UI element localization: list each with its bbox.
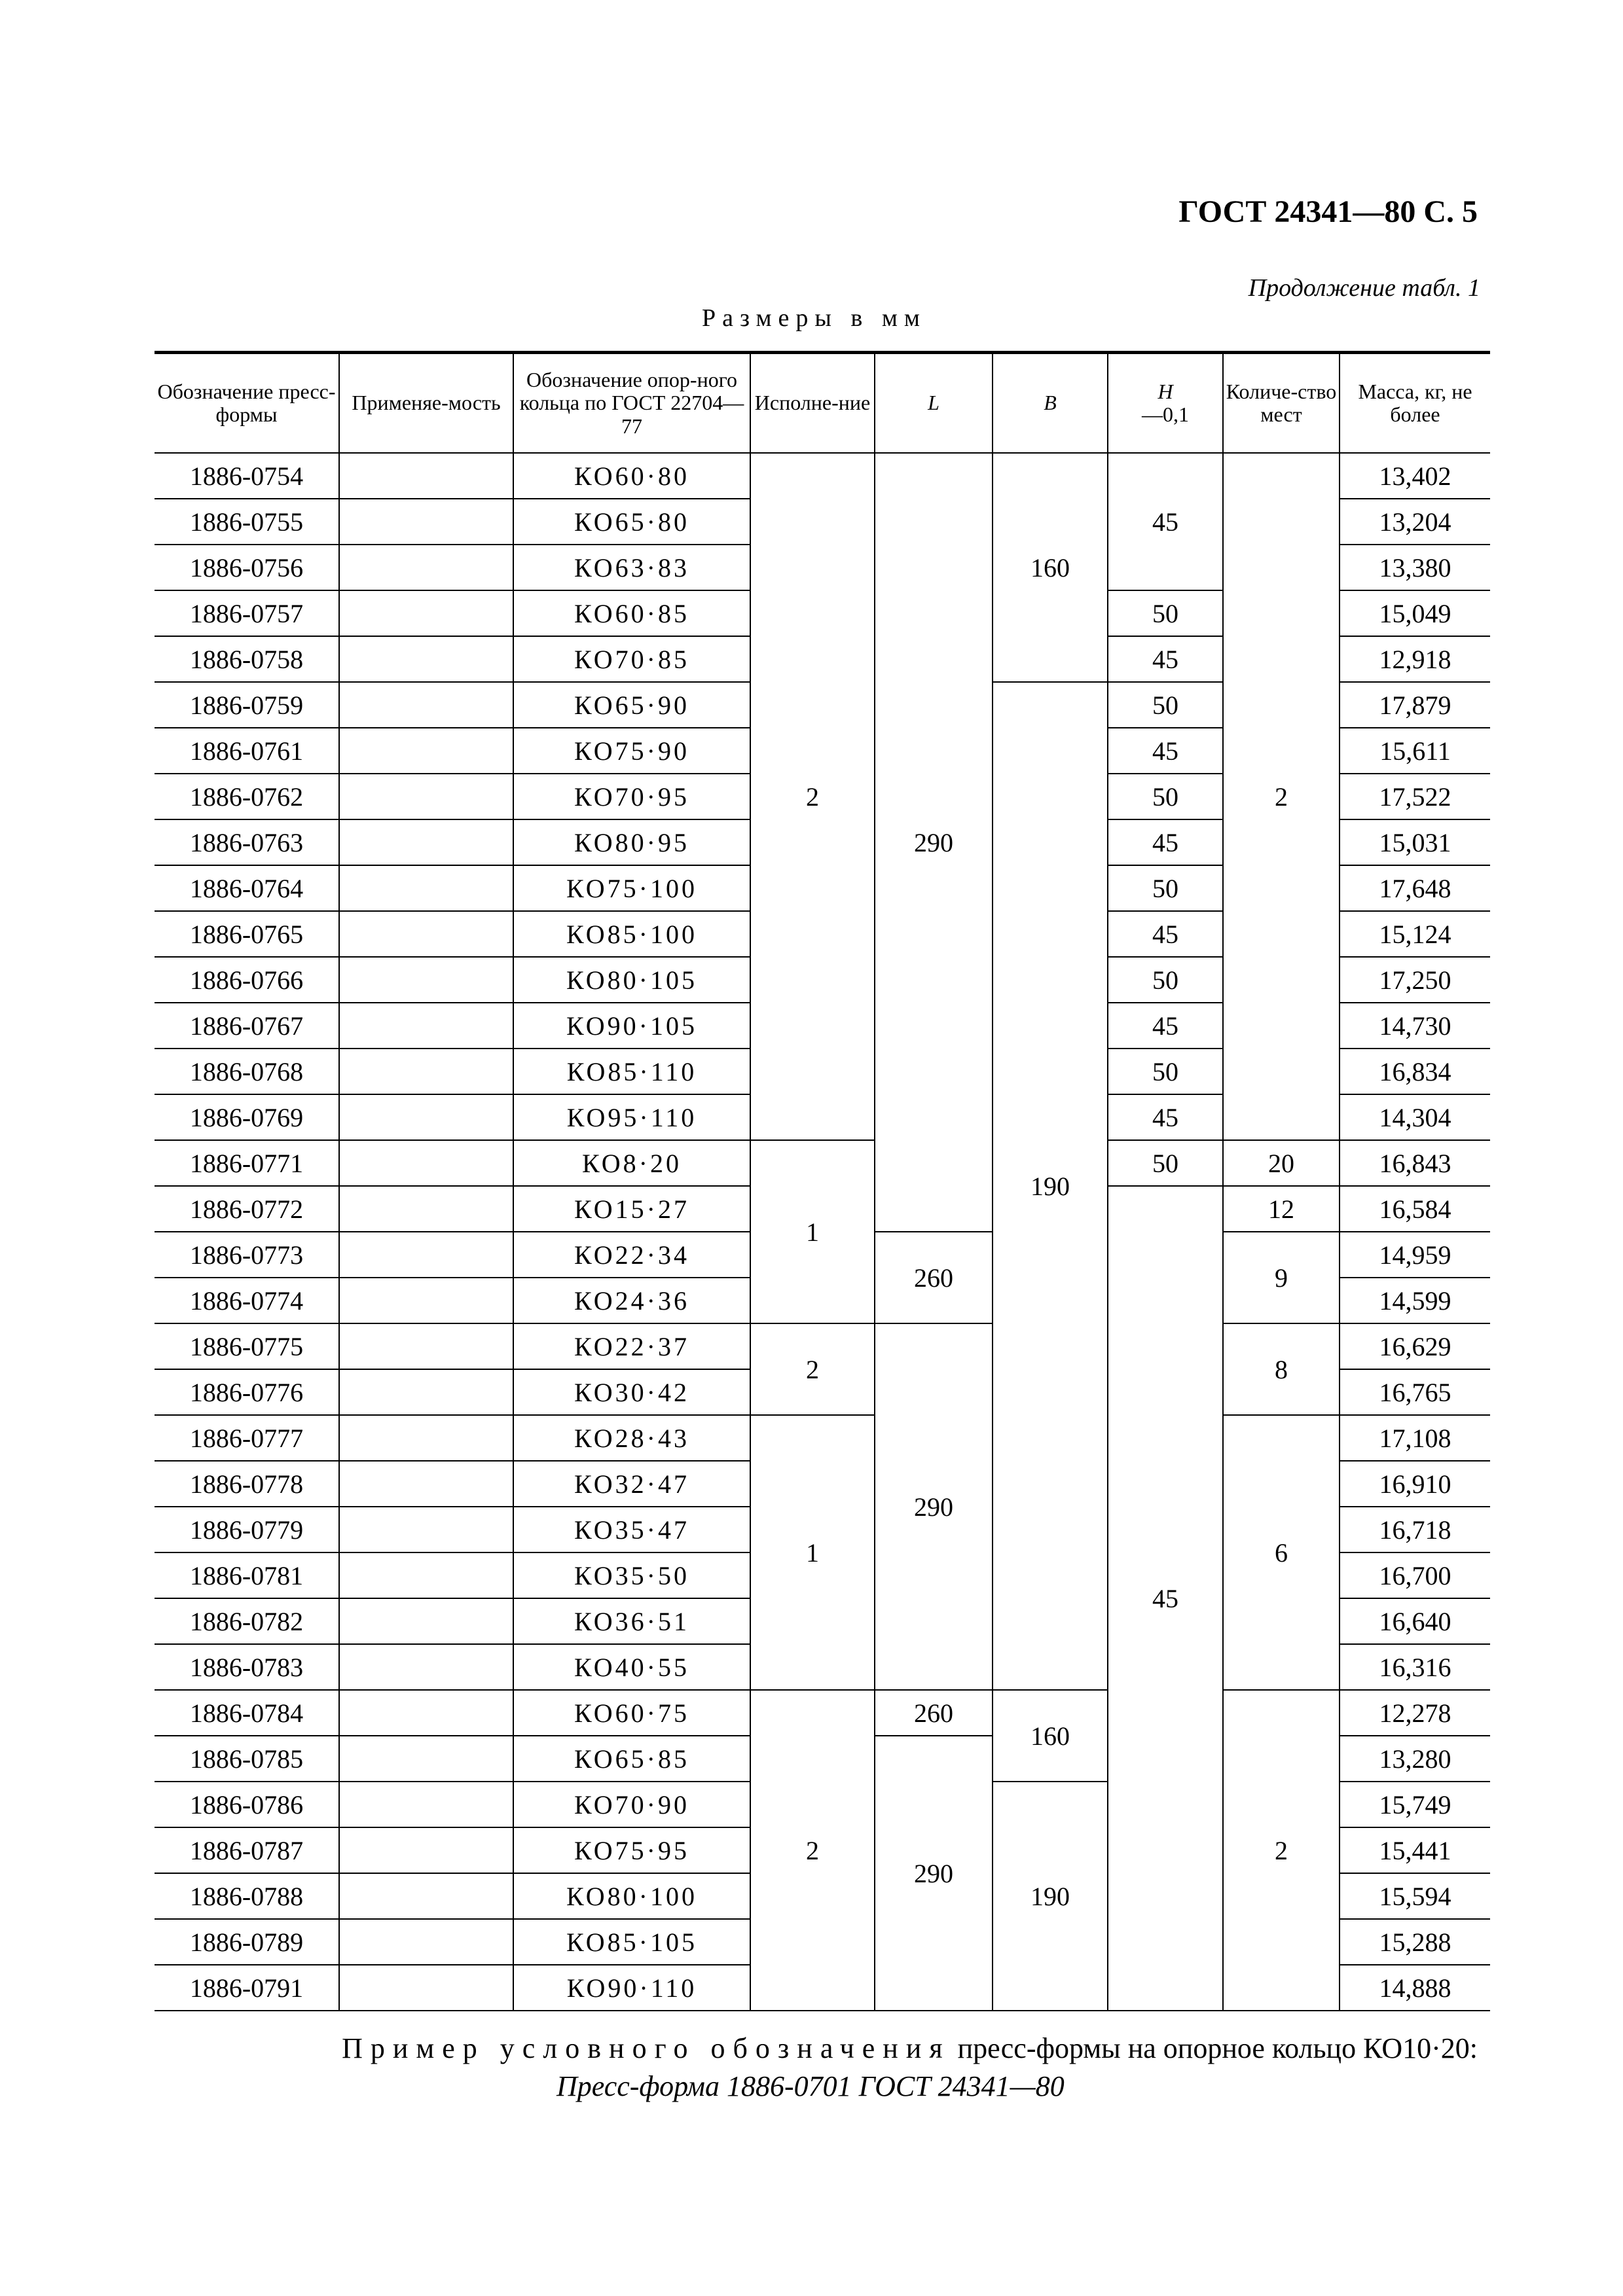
cell-applicability bbox=[339, 1278, 513, 1323]
cell-H: 50 bbox=[1108, 682, 1223, 728]
cell-applicability bbox=[339, 1461, 513, 1507]
cell-applicability bbox=[339, 453, 513, 499]
cell-mass: 17,648 bbox=[1340, 865, 1490, 911]
cell-applicability bbox=[339, 865, 513, 911]
cell-ring: КО75·95 bbox=[513, 1827, 750, 1873]
cell-mass: 15,594 bbox=[1340, 1873, 1490, 1919]
cell-ring: КО80·105 bbox=[513, 957, 750, 1003]
cell-applicability bbox=[339, 1690, 513, 1736]
cell-applicability bbox=[339, 1049, 513, 1094]
cell-mass: 14,730 bbox=[1340, 1003, 1490, 1049]
cell-applicability bbox=[339, 819, 513, 865]
cell-applicability bbox=[339, 911, 513, 957]
cell-applicability bbox=[339, 774, 513, 819]
cell-L: 260 bbox=[875, 1690, 993, 1736]
cell-designation: 1886-0767 bbox=[155, 1003, 339, 1049]
cell-mass: 15,049 bbox=[1340, 590, 1490, 636]
cell-mass: 14,599 bbox=[1340, 1278, 1490, 1323]
cell-mass: 16,718 bbox=[1340, 1507, 1490, 1552]
cell-ring: КО60·80 bbox=[513, 453, 750, 499]
cell-designation: 1886-0769 bbox=[155, 1094, 339, 1140]
cell-applicability bbox=[339, 1094, 513, 1140]
cell-places: 9 bbox=[1223, 1232, 1340, 1323]
cell-designation: 1886-0787 bbox=[155, 1827, 339, 1873]
cell-ring: КО85·110 bbox=[513, 1049, 750, 1094]
cell-L: 260 bbox=[875, 1232, 993, 1323]
cell-ring: КО30·42 bbox=[513, 1369, 750, 1415]
cell-mass: 15,441 bbox=[1340, 1827, 1490, 1873]
cell-ring: КО85·105 bbox=[513, 1919, 750, 1965]
cell-designation: 1886-0759 bbox=[155, 682, 339, 728]
cell-applicability bbox=[339, 1552, 513, 1598]
cell-applicability bbox=[339, 1919, 513, 1965]
cell-ring: КО15·27 bbox=[513, 1186, 750, 1232]
cell-applicability bbox=[339, 1232, 513, 1278]
cell-ring: КО65·80 bbox=[513, 499, 750, 545]
cell-designation: 1886-0775 bbox=[155, 1323, 339, 1369]
cell-applicability bbox=[339, 728, 513, 774]
col-header-ring: Обозначение опор-ного кольца по ГОСТ 22704—77 bbox=[513, 353, 750, 454]
cell-designation: 1886-0786 bbox=[155, 1782, 339, 1827]
cell-applicability bbox=[339, 1003, 513, 1049]
cell-ring: КО60·85 bbox=[513, 590, 750, 636]
cell-H: 45 bbox=[1108, 453, 1223, 590]
col-header-designation: Обозначение пресс-формы bbox=[155, 353, 339, 454]
cell-ring: КО60·75 bbox=[513, 1690, 750, 1736]
cell-H: 50 bbox=[1108, 1049, 1223, 1094]
cell-H: 50 bbox=[1108, 1140, 1223, 1186]
cell-designation: 1886-0766 bbox=[155, 957, 339, 1003]
cell-designation: 1886-0788 bbox=[155, 1873, 339, 1919]
cell-places: 2 bbox=[1223, 1690, 1340, 2011]
col-header-applicability: Применяе-мость bbox=[339, 353, 513, 454]
dimensions-note: Размеры в мм bbox=[702, 304, 926, 332]
cell-applicability bbox=[339, 1186, 513, 1232]
cell-ring: КО32·47 bbox=[513, 1461, 750, 1507]
cell-applicability bbox=[339, 545, 513, 590]
cell-version: 1 bbox=[750, 1415, 875, 1690]
cell-ring: КО85·100 bbox=[513, 911, 750, 957]
cell-mass: 16,316 bbox=[1340, 1644, 1490, 1690]
cell-ring: КО65·90 bbox=[513, 682, 750, 728]
cell-ring: КО22·34 bbox=[513, 1232, 750, 1278]
press-mold-table bbox=[155, 351, 1490, 2011]
col-header-H-tolerance: —0,1 bbox=[1142, 403, 1189, 426]
cell-H: 50 bbox=[1108, 774, 1223, 819]
cell-mass: 15,124 bbox=[1340, 911, 1490, 957]
cell-designation: 1886-0785 bbox=[155, 1736, 339, 1782]
cell-applicability bbox=[339, 636, 513, 682]
cell-ring: КО8·20 bbox=[513, 1140, 750, 1186]
cell-version: 2 bbox=[750, 1690, 875, 2011]
cell-ring: КО70·85 bbox=[513, 636, 750, 682]
cell-ring: КО35·47 bbox=[513, 1507, 750, 1552]
cell-designation: 1886-0761 bbox=[155, 728, 339, 774]
cell-mass: 16,700 bbox=[1340, 1552, 1490, 1598]
cell-ring: КО24·36 bbox=[513, 1278, 750, 1323]
cell-ring: КО70·95 bbox=[513, 774, 750, 819]
cell-mass: 16,640 bbox=[1340, 1598, 1490, 1644]
cell-B: 190 bbox=[993, 682, 1108, 1690]
example-line bbox=[342, 2032, 1478, 2065]
cell-applicability bbox=[339, 1369, 513, 1415]
cell-mass: 12,918 bbox=[1340, 636, 1490, 682]
cell-ring: КО90·110 bbox=[513, 1965, 750, 2011]
cell-places: 8 bbox=[1223, 1323, 1340, 1415]
document-reference: ГОСТ 24341—80 С. 5 bbox=[1178, 194, 1478, 229]
cell-places: 2 bbox=[1223, 453, 1340, 1140]
cell-ring: КО75·100 bbox=[513, 865, 750, 911]
cell-designation: 1886-0757 bbox=[155, 590, 339, 636]
col-header-version: Исполне-ние bbox=[750, 353, 875, 454]
cell-mass: 16,765 bbox=[1340, 1369, 1490, 1415]
cell-designation: 1886-0764 bbox=[155, 865, 339, 911]
cell-H: 50 bbox=[1108, 957, 1223, 1003]
cell-designation: 1886-0773 bbox=[155, 1232, 339, 1278]
cell-mass: 15,749 bbox=[1340, 1782, 1490, 1827]
cell-designation: 1886-0777 bbox=[155, 1415, 339, 1461]
table-row bbox=[155, 453, 1490, 499]
cell-mass: 16,834 bbox=[1340, 1049, 1490, 1094]
cell-H: 45 bbox=[1108, 1003, 1223, 1049]
cell-designation: 1886-0763 bbox=[155, 819, 339, 865]
cell-places: 20 bbox=[1223, 1140, 1340, 1186]
cell-mass: 14,304 bbox=[1340, 1094, 1490, 1140]
cell-mass: 17,250 bbox=[1340, 957, 1490, 1003]
cell-applicability bbox=[339, 1507, 513, 1552]
cell-H: 45 bbox=[1108, 636, 1223, 682]
cell-designation: 1886-0781 bbox=[155, 1552, 339, 1598]
cell-applicability bbox=[339, 1598, 513, 1644]
cell-ring: КО80·100 bbox=[513, 1873, 750, 1919]
cell-mass: 14,959 bbox=[1340, 1232, 1490, 1278]
cell-H: 50 bbox=[1108, 865, 1223, 911]
cell-H: 45 bbox=[1108, 728, 1223, 774]
table-row bbox=[155, 1140, 1490, 1186]
table-header-row bbox=[155, 353, 1490, 454]
cell-designation: 1886-0784 bbox=[155, 1690, 339, 1736]
cell-ring: КО63·83 bbox=[513, 545, 750, 590]
col-header-mass: Масса, кг, не более bbox=[1340, 353, 1490, 454]
example-designation: Пресс-форма 1886-0701 ГОСТ 24341—80 bbox=[556, 2070, 1065, 2102]
cell-designation: 1886-0782 bbox=[155, 1598, 339, 1644]
cell-ring: КО65·85 bbox=[513, 1736, 750, 1782]
cell-ring: КО70·90 bbox=[513, 1782, 750, 1827]
cell-applicability bbox=[339, 1644, 513, 1690]
cell-mass: 17,108 bbox=[1340, 1415, 1490, 1461]
cell-places: 12 bbox=[1223, 1186, 1340, 1232]
cell-places: 6 bbox=[1223, 1415, 1340, 1690]
cell-designation: 1886-0791 bbox=[155, 1965, 339, 2011]
cell-mass: 16,843 bbox=[1340, 1140, 1490, 1186]
cell-designation: 1886-0754 bbox=[155, 453, 339, 499]
cell-designation: 1886-0778 bbox=[155, 1461, 339, 1507]
col-header-H-letter: H bbox=[1158, 379, 1173, 403]
cell-ring: КО36·51 bbox=[513, 1598, 750, 1644]
cell-mass: 12,278 bbox=[1340, 1690, 1490, 1736]
cell-mass: 17,879 bbox=[1340, 682, 1490, 728]
cell-designation: 1886-0771 bbox=[155, 1140, 339, 1186]
cell-H: 45 bbox=[1108, 911, 1223, 957]
cell-ring: КО75·90 bbox=[513, 728, 750, 774]
cell-ring: КО35·50 bbox=[513, 1552, 750, 1598]
cell-mass: 16,629 bbox=[1340, 1323, 1490, 1369]
cell-H: 45 bbox=[1108, 1094, 1223, 1140]
table-continuation-label: Продолжение табл. 1 bbox=[1248, 274, 1480, 302]
cell-applicability bbox=[339, 1736, 513, 1782]
cell-designation: 1886-0755 bbox=[155, 499, 339, 545]
cell-designation: 1886-0776 bbox=[155, 1369, 339, 1415]
table-row bbox=[155, 1415, 1490, 1461]
cell-L: 290 bbox=[875, 453, 993, 1232]
cell-mass: 16,584 bbox=[1340, 1186, 1490, 1232]
cell-applicability bbox=[339, 590, 513, 636]
col-header-places: Количе-ство мест bbox=[1223, 353, 1340, 454]
cell-applicability bbox=[339, 1323, 513, 1369]
cell-ring: КО28·43 bbox=[513, 1415, 750, 1461]
cell-L: 290 bbox=[875, 1736, 993, 2011]
cell-designation: 1886-0779 bbox=[155, 1507, 339, 1552]
cell-ring: КО90·105 bbox=[513, 1003, 750, 1049]
cell-designation: 1886-0789 bbox=[155, 1919, 339, 1965]
cell-version: 2 bbox=[750, 1323, 875, 1415]
cell-mass: 14,888 bbox=[1340, 1965, 1490, 2011]
cell-version: 1 bbox=[750, 1140, 875, 1323]
cell-designation: 1886-0758 bbox=[155, 636, 339, 682]
cell-applicability bbox=[339, 682, 513, 728]
cell-mass: 16,910 bbox=[1340, 1461, 1490, 1507]
example-text: пресс-формы на опорное кольцо КО10·20: bbox=[950, 2032, 1478, 2064]
cell-applicability bbox=[339, 1782, 513, 1827]
cell-applicability bbox=[339, 957, 513, 1003]
table-row bbox=[155, 1690, 1490, 1736]
cell-designation: 1886-0774 bbox=[155, 1278, 339, 1323]
cell-applicability bbox=[339, 1827, 513, 1873]
cell-designation: 1886-0762 bbox=[155, 774, 339, 819]
cell-designation: 1886-0768 bbox=[155, 1049, 339, 1094]
cell-H: 45 bbox=[1108, 1186, 1223, 2011]
cell-applicability bbox=[339, 1873, 513, 1919]
col-header-B: B bbox=[993, 353, 1108, 454]
col-header-H bbox=[1108, 353, 1223, 454]
cell-L: 290 bbox=[875, 1323, 993, 1690]
table-body bbox=[155, 453, 1490, 2011]
cell-designation: 1886-0765 bbox=[155, 911, 339, 957]
cell-mass: 13,204 bbox=[1340, 499, 1490, 545]
cell-mass: 15,611 bbox=[1340, 728, 1490, 774]
cell-mass: 17,522 bbox=[1340, 774, 1490, 819]
cell-B: 160 bbox=[993, 453, 1108, 682]
cell-applicability bbox=[339, 1965, 513, 2011]
cell-ring: КО40·55 bbox=[513, 1644, 750, 1690]
cell-ring: КО80·95 bbox=[513, 819, 750, 865]
cell-H: 50 bbox=[1108, 590, 1223, 636]
cell-version: 2 bbox=[750, 453, 875, 1140]
cell-applicability bbox=[339, 1140, 513, 1186]
cell-mass: 13,380 bbox=[1340, 545, 1490, 590]
example-label: Пример условного обозначения bbox=[342, 2032, 951, 2064]
cell-ring: КО22·37 bbox=[513, 1323, 750, 1369]
cell-mass: 13,402 bbox=[1340, 453, 1490, 499]
cell-applicability bbox=[339, 499, 513, 545]
cell-applicability bbox=[339, 1415, 513, 1461]
table-row bbox=[155, 1323, 1490, 1369]
cell-designation: 1886-0756 bbox=[155, 545, 339, 590]
cell-mass: 15,031 bbox=[1340, 819, 1490, 865]
cell-B: 190 bbox=[993, 1782, 1108, 2011]
cell-designation: 1886-0783 bbox=[155, 1644, 339, 1690]
cell-mass: 13,280 bbox=[1340, 1736, 1490, 1782]
cell-H: 45 bbox=[1108, 819, 1223, 865]
cell-mass: 15,288 bbox=[1340, 1919, 1490, 1965]
cell-designation: 1886-0772 bbox=[155, 1186, 339, 1232]
cell-B: 160 bbox=[993, 1690, 1108, 1782]
col-header-L: L bbox=[875, 353, 993, 454]
cell-ring: КО95·110 bbox=[513, 1094, 750, 1140]
